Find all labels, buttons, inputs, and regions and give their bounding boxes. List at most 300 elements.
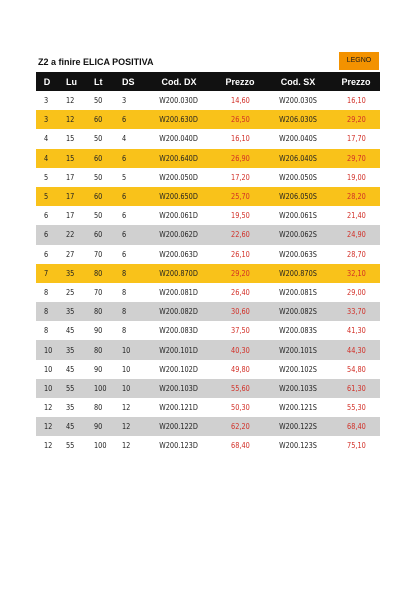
cell-prezzo-dx	[216, 129, 264, 148]
cell-cod-dx-text: W200.630D	[159, 115, 199, 125]
cell-prezzo-sx	[332, 245, 380, 264]
cell-prezzo-dx-text: 26,90	[230, 153, 250, 163]
cell-cod-dx	[142, 302, 216, 321]
cell-lt-text: 90	[94, 326, 103, 336]
cell-d-text: 12	[44, 403, 53, 413]
table-row	[36, 187, 380, 206]
cell-prezzo-sx	[332, 360, 380, 379]
cell-cod-sx-text: W206.050S	[279, 192, 317, 202]
cell-lu	[58, 302, 86, 321]
cell-cod-sx-text: W200.870S	[279, 268, 317, 278]
cell-cod-sx-text: W200.123S	[279, 441, 317, 451]
cell-cod-sx	[264, 436, 332, 455]
cell-lu-text: 35	[66, 307, 75, 317]
cell-ds-text: 6	[122, 192, 127, 202]
cell-ds	[114, 129, 142, 148]
cell-cod-sx	[264, 283, 332, 302]
cell-cod-dx-text: W200.103D	[159, 383, 199, 393]
cell-cod-sx-text: W200.063S	[279, 249, 317, 259]
cell-cod-dx-text: W200.123D	[159, 441, 199, 451]
cell-lt-text: 50	[94, 96, 103, 106]
table-row	[36, 321, 380, 340]
cell-lt	[86, 91, 114, 110]
cell-d-text: 3	[44, 96, 49, 106]
cell-cod-sx	[264, 245, 332, 264]
cell-lt-text: 60	[94, 153, 103, 163]
cell-ds-text: 8	[122, 268, 127, 278]
cell-ds-text: 8	[122, 326, 127, 336]
cell-cod-sx-text: W200.081S	[279, 287, 317, 297]
cell-cod-dx-text: W200.061D	[159, 211, 199, 221]
cell-cod-dx	[142, 417, 216, 436]
cell-lt	[86, 436, 114, 455]
cell-ds-text: 10	[122, 383, 131, 393]
cell-cod-sx-text: W200.083S	[279, 326, 317, 336]
cell-lt-text: 90	[94, 364, 103, 374]
table-row	[36, 110, 380, 129]
cell-cod-dx-text: W200.101D	[159, 345, 199, 355]
cell-d-text: 10	[44, 383, 53, 393]
cell-prezzo-dx-text: 68,40	[230, 441, 250, 451]
cell-ds-text: 6	[122, 249, 127, 259]
cell-prezzo-sx-text: 29,20	[346, 115, 366, 125]
table-body	[36, 91, 380, 456]
cell-prezzo-dx-text: 55,60	[230, 383, 250, 393]
cell-prezzo-sx	[332, 436, 380, 455]
cell-cod-sx-text: W200.101S	[279, 345, 317, 355]
category-badge: LEGNO	[339, 52, 379, 70]
cell-cod-dx	[142, 149, 216, 168]
cell-cod-dx	[142, 110, 216, 129]
cell-cod-sx	[264, 360, 332, 379]
cell-lt	[86, 225, 114, 244]
cell-d-text: 8	[44, 326, 49, 336]
cell-lu	[58, 245, 86, 264]
cell-d-text: 10	[44, 345, 53, 355]
cell-lt	[86, 187, 114, 206]
cell-prezzo-sx	[332, 340, 380, 359]
cell-d-text: 12	[44, 441, 53, 451]
cell-cod-sx	[264, 187, 332, 206]
cell-lt-text: 80	[94, 403, 103, 413]
cell-lt	[86, 417, 114, 436]
cell-prezzo-dx	[216, 168, 264, 187]
cell-cod-dx	[142, 360, 216, 379]
cell-prezzo-dx	[216, 302, 264, 321]
cell-lu	[58, 321, 86, 340]
cell-cod-dx	[142, 187, 216, 206]
cell-d	[36, 379, 58, 398]
cell-d	[36, 283, 58, 302]
table-header-row	[36, 72, 380, 91]
cell-ds-text: 6	[122, 211, 127, 221]
cell-lt-text: 90	[94, 422, 103, 432]
cell-lu	[58, 149, 86, 168]
cell-prezzo-sx-text: 61,30	[346, 383, 366, 393]
cell-d	[36, 321, 58, 340]
cell-ds-text: 10	[122, 364, 131, 374]
cell-cod-sx	[264, 91, 332, 110]
cell-lt-text: 60	[94, 192, 103, 202]
cell-ds	[114, 360, 142, 379]
cell-lu	[58, 283, 86, 302]
cell-lu	[58, 379, 86, 398]
cell-prezzo-sx	[332, 110, 380, 129]
cell-ds-text: 8	[122, 287, 127, 297]
cell-cod-sx-text: W206.040S	[279, 153, 317, 163]
cell-cod-sx	[264, 225, 332, 244]
cell-cod-dx	[142, 91, 216, 110]
cell-prezzo-sx	[332, 302, 380, 321]
cell-prezzo-sx	[332, 283, 380, 302]
cell-prezzo-dx-text: 40,30	[230, 345, 250, 355]
cell-prezzo-dx-text: 37,50	[230, 326, 250, 336]
cell-lu-text: 17	[66, 211, 75, 221]
cell-lu-text: 17	[66, 192, 75, 202]
cell-lu	[58, 206, 86, 225]
cell-d	[36, 129, 58, 148]
table-row	[36, 149, 380, 168]
cell-cod-sx	[264, 206, 332, 225]
cell-cod-sx-text: W200.121S	[279, 403, 317, 413]
cell-prezzo-sx-text: 17,70	[346, 134, 366, 144]
cell-cod-sx-text: W200.030S	[279, 96, 317, 106]
cell-d	[36, 302, 58, 321]
table-row	[36, 417, 380, 436]
cell-prezzo-dx	[216, 321, 264, 340]
cell-lt	[86, 264, 114, 283]
cell-lt	[86, 245, 114, 264]
cell-prezzo-dx	[216, 417, 264, 436]
table-row	[36, 302, 380, 321]
cell-prezzo-dx-text: 26,50	[230, 115, 250, 125]
cell-cod-dx-text: W200.063D	[159, 249, 199, 259]
cell-cod-dx	[142, 225, 216, 244]
table-row	[36, 379, 380, 398]
cell-lu-text: 15	[66, 134, 75, 144]
cell-prezzo-dx-text: 22,60	[230, 230, 250, 240]
cell-prezzo-dx	[216, 110, 264, 129]
cell-prezzo-sx-text: 24,90	[346, 230, 366, 240]
header-prezzo-dx: Prezzo	[216, 72, 264, 91]
cell-d	[36, 91, 58, 110]
cell-prezzo-dx-text: 50,30	[230, 403, 250, 413]
cell-prezzo-dx-text: 29,20	[230, 268, 250, 278]
cell-prezzo-dx	[216, 245, 264, 264]
cell-lt	[86, 110, 114, 129]
table-row	[36, 360, 380, 379]
cell-lt-text: 70	[94, 249, 103, 259]
cell-cod-sx-text: W206.030S	[279, 115, 317, 125]
header-ds: DS	[114, 72, 142, 91]
cell-d-text: 10	[44, 364, 53, 374]
cell-d-text: 6	[44, 249, 49, 259]
cell-prezzo-sx-text: 54,80	[346, 364, 366, 374]
cell-prezzo-sx-text: 41,30	[346, 326, 366, 336]
cell-ds-text: 12	[122, 422, 131, 432]
cell-d	[36, 245, 58, 264]
table-row	[36, 206, 380, 225]
cell-ds-text: 12	[122, 403, 131, 413]
cell-ds	[114, 168, 142, 187]
cell-lu-text: 45	[66, 364, 75, 374]
cell-cod-dx-text: W200.870D	[159, 268, 199, 278]
cell-prezzo-dx	[216, 283, 264, 302]
cell-cod-dx-text: W200.102D	[159, 364, 199, 374]
cell-cod-sx-text: W200.122S	[279, 422, 317, 432]
cell-ds-text: 8	[122, 307, 127, 317]
cell-lt-text: 60	[94, 115, 103, 125]
cell-lu-text: 45	[66, 422, 75, 432]
cell-cod-sx-text: W200.082S	[279, 307, 317, 317]
cell-prezzo-dx-text: 25,70	[230, 192, 250, 202]
header-prezzo-sx: Prezzo	[332, 72, 380, 91]
cell-prezzo-sx-text: 29,00	[346, 287, 366, 297]
cell-d-text: 8	[44, 287, 49, 297]
cell-lu	[58, 110, 86, 129]
cell-cod-sx	[264, 264, 332, 283]
cell-ds	[114, 206, 142, 225]
cell-lt	[86, 302, 114, 321]
cell-lu-text: 27	[66, 249, 75, 259]
cell-d	[36, 225, 58, 244]
table-row	[36, 340, 380, 359]
cell-prezzo-sx-text: 33,70	[346, 307, 366, 317]
cell-lu	[58, 225, 86, 244]
cell-lu	[58, 129, 86, 148]
header-lu: Lu	[58, 72, 86, 91]
cell-cod-sx-text: W200.050S	[279, 172, 317, 182]
cell-prezzo-sx-text: 29,70	[346, 153, 366, 163]
cell-d	[36, 417, 58, 436]
cell-ds	[114, 149, 142, 168]
cell-ds-text: 3	[122, 96, 127, 106]
cell-lu-text: 12	[66, 96, 75, 106]
cell-d-text: 8	[44, 307, 49, 317]
cell-lt	[86, 379, 114, 398]
cell-prezzo-dx	[216, 398, 264, 417]
cell-prezzo-dx-text: 30,60	[230, 307, 250, 317]
cell-d	[36, 168, 58, 187]
cell-lu-text: 22	[66, 230, 75, 240]
cell-prezzo-dx-text: 14,60	[230, 96, 250, 106]
cell-cod-sx	[264, 168, 332, 187]
cell-ds	[114, 340, 142, 359]
cell-prezzo-sx	[332, 91, 380, 110]
cell-lt-text: 80	[94, 307, 103, 317]
cell-lt	[86, 129, 114, 148]
header-lt: Lt	[86, 72, 114, 91]
cell-lt	[86, 321, 114, 340]
cell-d-text: 3	[44, 115, 49, 125]
cell-lt-text: 50	[94, 211, 103, 221]
cell-cod-dx	[142, 245, 216, 264]
cell-prezzo-sx	[332, 187, 380, 206]
cell-d	[36, 110, 58, 129]
cell-prezzo-sx-text: 16,10	[346, 96, 366, 106]
cell-prezzo-dx-text: 26,10	[230, 249, 250, 259]
cell-prezzo-sx-text: 68,40	[346, 422, 366, 432]
cell-lu-text: 35	[66, 268, 75, 278]
cell-cod-sx	[264, 302, 332, 321]
cell-cod-dx-text: W200.050D	[159, 172, 199, 182]
cell-prezzo-sx-text: 19,00	[346, 172, 366, 182]
cell-ds	[114, 91, 142, 110]
cell-lt	[86, 206, 114, 225]
cell-lt	[86, 283, 114, 302]
cell-ds-text: 4	[122, 134, 127, 144]
cell-prezzo-sx	[332, 149, 380, 168]
cell-prezzo-dx	[216, 436, 264, 455]
cell-d-text: 4	[44, 134, 49, 144]
cell-prezzo-dx	[216, 187, 264, 206]
cell-d-text: 12	[44, 422, 53, 432]
cell-prezzo-dx	[216, 360, 264, 379]
cell-lt	[86, 398, 114, 417]
cell-d-text: 6	[44, 211, 49, 221]
cell-ds-text: 12	[122, 441, 131, 451]
cell-lt-text: 100	[94, 441, 107, 451]
cell-lt-text: 50	[94, 134, 103, 144]
cell-cod-dx	[142, 379, 216, 398]
table-row	[36, 245, 380, 264]
cell-d-text: 6	[44, 230, 49, 240]
cell-cod-sx-text: W200.062S	[279, 230, 317, 240]
cell-prezzo-sx-text: 32,10	[346, 268, 366, 278]
cell-cod-dx	[142, 264, 216, 283]
cell-lu-text: 55	[66, 383, 75, 393]
cell-cod-dx	[142, 283, 216, 302]
cell-lu	[58, 168, 86, 187]
cell-ds	[114, 225, 142, 244]
cell-ds	[114, 379, 142, 398]
cell-ds	[114, 436, 142, 455]
cell-prezzo-sx-text: 28,70	[346, 249, 366, 259]
table-title: Z2 a finire ELICA POSITIVA	[38, 57, 154, 67]
cell-lu	[58, 340, 86, 359]
header-cod-sx: Cod. SX	[264, 72, 332, 91]
cell-ds	[114, 398, 142, 417]
cell-cod-dx	[142, 168, 216, 187]
cell-prezzo-dx	[216, 206, 264, 225]
cell-d	[36, 264, 58, 283]
cell-prezzo-sx	[332, 206, 380, 225]
table-row	[36, 398, 380, 417]
cell-prezzo-sx	[332, 379, 380, 398]
cell-lu-text: 25	[66, 287, 75, 297]
cell-lu	[58, 398, 86, 417]
cell-prezzo-dx	[216, 379, 264, 398]
cell-prezzo-dx-text: 19,50	[230, 211, 250, 221]
cell-ds-text: 5	[122, 172, 127, 182]
header-d: D	[36, 72, 58, 91]
cell-ds	[114, 302, 142, 321]
cell-ds	[114, 264, 142, 283]
cell-lt-text: 80	[94, 345, 103, 355]
cell-ds	[114, 110, 142, 129]
cell-prezzo-sx	[332, 225, 380, 244]
cell-cod-dx-text: W200.083D	[159, 326, 199, 336]
cell-d	[36, 187, 58, 206]
cell-ds	[114, 417, 142, 436]
cell-cod-sx	[264, 398, 332, 417]
cell-cod-sx	[264, 340, 332, 359]
cell-lu-text: 12	[66, 115, 75, 125]
cell-d	[36, 398, 58, 417]
cell-cod-sx-text: W200.040S	[279, 134, 317, 144]
table-row	[36, 91, 380, 110]
table-row	[36, 225, 380, 244]
cell-lu-text: 17	[66, 172, 75, 182]
cell-prezzo-dx	[216, 340, 264, 359]
cell-cod-dx-text: W200.081D	[159, 287, 199, 297]
cell-d	[36, 149, 58, 168]
cell-ds-text: 6	[122, 153, 127, 163]
cell-prezzo-sx	[332, 168, 380, 187]
cell-lt-text: 50	[94, 172, 103, 182]
cell-cod-dx	[142, 129, 216, 148]
cell-ds	[114, 283, 142, 302]
cell-prezzo-sx-text: 28,20	[346, 192, 366, 202]
cell-prezzo-dx	[216, 149, 264, 168]
cell-cod-sx	[264, 129, 332, 148]
cell-cod-sx-text: W200.061S	[279, 211, 317, 221]
cell-prezzo-dx-text: 62,20	[230, 422, 250, 432]
cell-prezzo-sx-text: 44,30	[346, 345, 366, 355]
cell-d-text: 7	[44, 268, 49, 278]
cell-lu	[58, 436, 86, 455]
cell-prezzo-sx	[332, 398, 380, 417]
table-row	[36, 129, 380, 148]
cell-prezzo-sx-text: 55,30	[346, 403, 366, 413]
table-row	[36, 264, 380, 283]
cell-lu-text: 15	[66, 153, 75, 163]
cell-cod-sx	[264, 149, 332, 168]
header-cod-dx: Cod. DX	[142, 72, 216, 91]
cell-ds-text: 6	[122, 230, 127, 240]
cell-prezzo-sx-text: 21,40	[346, 211, 366, 221]
cell-cod-dx-text: W200.121D	[159, 403, 199, 413]
cell-prezzo-sx	[332, 129, 380, 148]
cell-cod-sx	[264, 110, 332, 129]
cell-lt-text: 100	[94, 383, 107, 393]
cell-lt-text: 80	[94, 268, 103, 278]
cell-ds	[114, 245, 142, 264]
cell-cod-dx	[142, 340, 216, 359]
cell-d-text: 4	[44, 153, 49, 163]
cell-cod-sx	[264, 379, 332, 398]
table-row	[36, 436, 380, 455]
table-row	[36, 283, 380, 302]
cell-d	[36, 206, 58, 225]
cell-prezzo-sx	[332, 321, 380, 340]
cell-lu-text: 35	[66, 403, 75, 413]
cell-ds-text: 6	[122, 115, 127, 125]
cell-cod-dx	[142, 398, 216, 417]
cell-lt	[86, 340, 114, 359]
cell-prezzo-sx-text: 75,10	[346, 441, 366, 451]
cell-cod-dx-text: W200.082D	[159, 307, 199, 317]
cell-d-text: 5	[44, 172, 49, 182]
cell-lu-text: 45	[66, 326, 75, 336]
cell-lu	[58, 91, 86, 110]
cell-lt	[86, 149, 114, 168]
cell-prezzo-dx	[216, 264, 264, 283]
cell-lu	[58, 417, 86, 436]
cell-cod-dx-text: W200.640D	[159, 153, 199, 163]
cell-d	[36, 340, 58, 359]
cell-cod-sx-text: W200.102S	[279, 364, 317, 374]
